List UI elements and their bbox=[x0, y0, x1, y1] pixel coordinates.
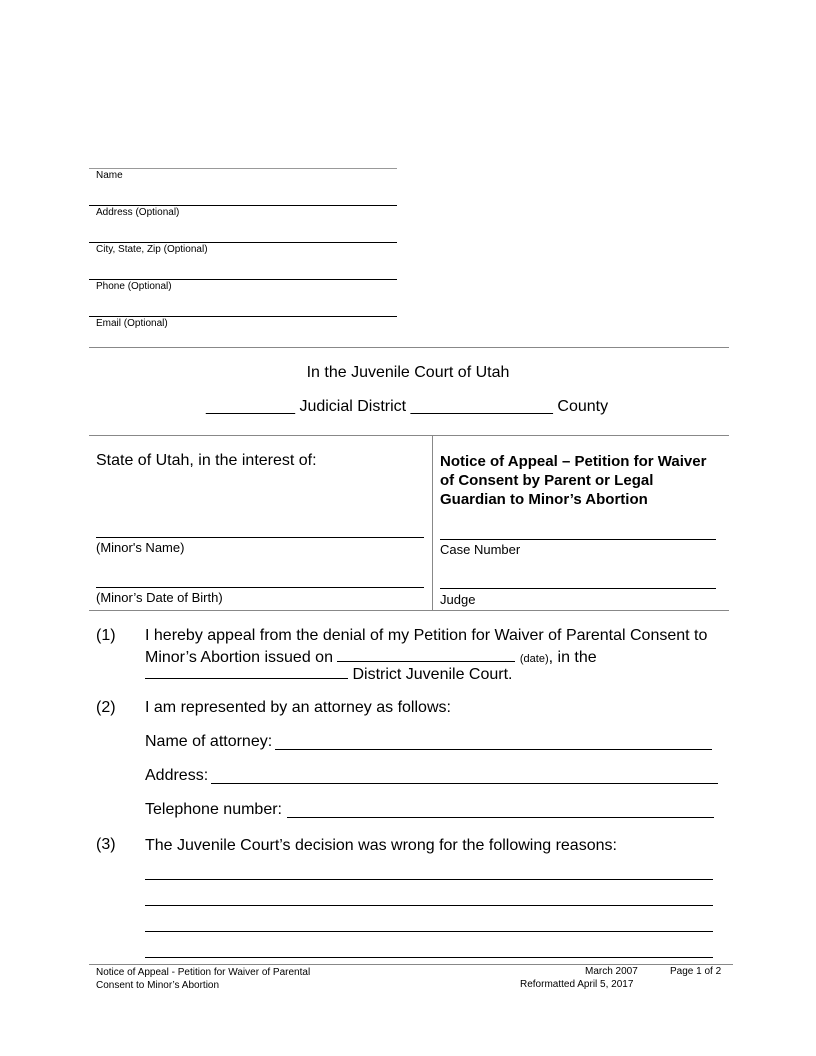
item-3-text: The Juvenile Court’s decision was wrong for the following reasons: bbox=[145, 837, 617, 854]
footer-left bbox=[96, 966, 310, 992]
header-divider bbox=[89, 347, 729, 348]
city-line[interactable] bbox=[89, 242, 397, 243]
county-blank[interactable]: ________________ bbox=[410, 398, 553, 415]
district-field[interactable] bbox=[145, 664, 348, 679]
telephone-label: Telephone number: bbox=[145, 801, 282, 818]
minor-dob-line[interactable] bbox=[96, 587, 424, 588]
email-label: Email (Optional) bbox=[96, 318, 168, 329]
footer-title-line-2: Consent to Minor’s Abortion bbox=[96, 980, 220, 991]
minor-name-line[interactable] bbox=[96, 537, 424, 538]
district-label: Judicial District bbox=[299, 398, 407, 415]
caption-top-rule bbox=[89, 435, 729, 436]
address-label: Address (Optional) bbox=[96, 207, 180, 218]
case-number-line[interactable] bbox=[440, 539, 716, 540]
attorney-name-line[interactable] bbox=[275, 749, 712, 750]
item-2-text: I am represented by an attorney as follows: bbox=[145, 699, 451, 716]
item-3-number: (3) bbox=[96, 836, 116, 853]
district-blank[interactable]: __________ bbox=[206, 398, 295, 415]
caption-vertical-rule bbox=[432, 435, 433, 611]
phone-line[interactable] bbox=[89, 279, 397, 280]
attorney-address-line[interactable] bbox=[211, 783, 718, 784]
reason-line-4[interactable] bbox=[145, 957, 713, 958]
address-line[interactable] bbox=[89, 205, 397, 206]
email-line[interactable] bbox=[89, 316, 397, 317]
item-1-issued-text: Minor’s Abortion issued on bbox=[145, 649, 333, 666]
phone-label: Phone (Optional) bbox=[96, 281, 172, 292]
reason-line-3[interactable] bbox=[145, 931, 713, 932]
city-label: City, State, Zip (Optional) bbox=[96, 244, 208, 255]
case-number-label: Case Number bbox=[440, 542, 521, 557]
item-1-in-the: , in the bbox=[548, 649, 597, 666]
telephone-line[interactable] bbox=[287, 817, 714, 818]
appeal-date-field[interactable] bbox=[337, 647, 515, 662]
county-label: County bbox=[557, 398, 609, 415]
judge-label: Judge bbox=[440, 592, 476, 607]
reason-line-2[interactable] bbox=[145, 905, 713, 906]
minor-name-label: (Minor's Name) bbox=[96, 540, 185, 555]
name-label: Name bbox=[96, 170, 123, 181]
item-1-line-1: I hereby appeal from the denial of my Petition for Waiver of Parental Consent to bbox=[145, 627, 708, 644]
footer-reformatted: Reformatted April 5, 2017 bbox=[520, 979, 634, 990]
footer-title-line-1: Notice of Appeal - Petition for Waiver of Parental bbox=[96, 967, 311, 978]
district-court-text: District Juvenile Court. bbox=[352, 666, 513, 683]
attorney-address-label: Address: bbox=[145, 767, 209, 784]
attorney-name-label: Name of attorney: bbox=[145, 733, 273, 750]
district-county-line bbox=[206, 398, 608, 416]
footer-page: Page 1 of 2 bbox=[670, 966, 722, 977]
document-title bbox=[440, 452, 720, 509]
judge-line[interactable] bbox=[440, 588, 716, 589]
document-title-main: Notice of Appeal – Petition for Waiver of Consent by Parent or Legal Guardian bbox=[440, 453, 707, 508]
interest-of-text: State of Utah, in the interest of: bbox=[96, 452, 317, 469]
reason-line-1[interactable] bbox=[145, 879, 713, 880]
item-2-number: (2) bbox=[96, 699, 116, 716]
footer-date: March 2007 bbox=[585, 966, 638, 977]
footer-rule bbox=[89, 964, 733, 965]
name-line[interactable] bbox=[89, 168, 397, 169]
date-hint: (date) bbox=[519, 653, 549, 665]
caption-bottom-rule bbox=[89, 610, 729, 611]
minor-dob-label: (Minor’s Date of Birth) bbox=[96, 590, 223, 605]
item-1-line-3 bbox=[145, 664, 513, 684]
court-title: In the Juvenile Court of Utah bbox=[306, 364, 510, 381]
item-1-number: (1) bbox=[96, 627, 116, 644]
document-title-tail: to Minor’s Abortion bbox=[510, 491, 648, 508]
